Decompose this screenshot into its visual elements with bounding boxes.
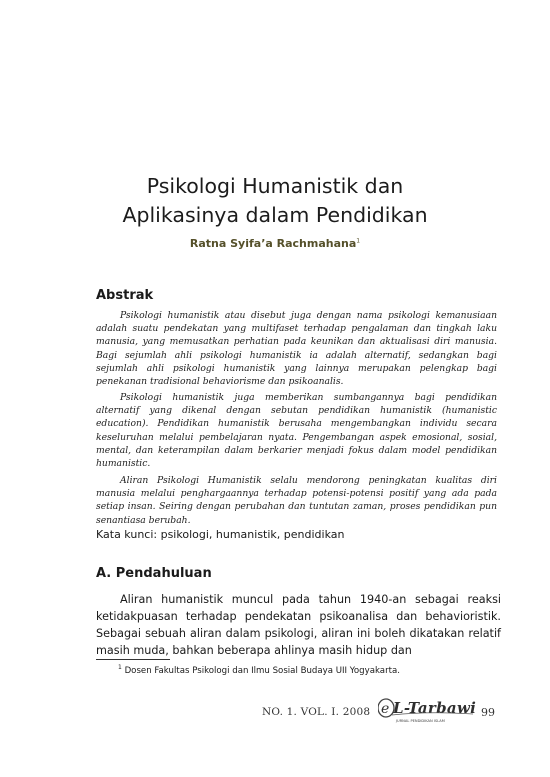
abstract-paragraph-1: Psikologi humanistik atau disebut juga dengan nama psikologi kemanusiaan adalah suatu pendekatan yang multifaset terhadap pengalaman dan tingkah laku manusia, yang memusatkan perhatian pada keunikan dan aktualisasi diri manusia. Bagi sejumlah ahli psikologi humanistik ia adalah alternatif, sedangkan bagi sejumlah ahli psikologi humanistik yang lainnya merupakan pelengkap bagi penekanan tradisional behaviorisme dan psikoanalis. bbox=[96, 310, 497, 388]
footnote-text: Dosen Fakultas Psikologi dan Ilmu Sosial Budaya UII Yogyakarta. bbox=[124, 665, 400, 676]
author-name: Ratna Syifa’a Rachmahana bbox=[189, 237, 357, 250]
abstract-heading: Abstrak bbox=[96, 288, 154, 303]
paper-title-line-2: Aplikasinya dalam Pendidikan bbox=[122, 203, 428, 227]
section-a-paragraph: Aliran humanistik muncul pada tahun 1940-an sebagai reaksi ketidakpuasan terhadap pendekatan psikoanalisa dan behavioristik. Sebagai sebuah aliran dalam psikologi, aliran ini boleh dikatakan relatif masih muda, bahkan beberapa ahlinya masih hidup dan bbox=[96, 593, 501, 657]
keywords: Kata kunci: psikologi, humanistik, pendidikan bbox=[96, 528, 345, 541]
footnote bbox=[118, 664, 400, 676]
svg-text:JURNAL PENDIDIKAN ISLAM: JURNAL PENDIDIKAN ISLAM bbox=[396, 719, 445, 723]
journal-logo bbox=[378, 694, 476, 729]
page-number: 99 bbox=[481, 706, 495, 719]
author-line bbox=[0, 237, 550, 250]
abstract-paragraph-2: Psikologi humanistik juga memberikan sumbangannya bagi pendidikan alternatif yang dikenal dengan sebutan pendidikan humanistik (humanistic education). Pendidikan humanistik berusaha mengembangkan individu secara keseluruhan melalui pembelajaran nyata. Pengembangan aspek emosional, sosial, mental, dan keterampilan dalam berkarier menjadi fokus dalam model pendidikan humanistic. bbox=[96, 392, 497, 470]
section-a-heading: A. Pendahuluan bbox=[96, 566, 212, 581]
author-footnote-mark: 1 bbox=[356, 237, 361, 245]
svg-text:L-Tarbawi: L-Tarbawi bbox=[393, 699, 476, 717]
abstract-paragraph-3: Aliran Psikologi Humanistik selalu mendorong peningkatan kualitas diri manusia melalui penghargaannya terhadap potensi-potensi positif yang ada pada setiap insan. Seiring dengan perubahan dan tuntutan zaman, proses pendidikan pun senantiasa berubah. bbox=[96, 475, 497, 526]
footnote-mark: 1 bbox=[118, 664, 122, 671]
paper-title-line-1: Psikologi Humanistik dan bbox=[146, 174, 404, 198]
journal-logo-graphic bbox=[378, 694, 476, 724]
footnote-divider bbox=[96, 659, 170, 660]
issue-info: NO. 1. VOL. I. 2008 bbox=[262, 706, 371, 718]
svg-text:e: e bbox=[381, 701, 390, 717]
